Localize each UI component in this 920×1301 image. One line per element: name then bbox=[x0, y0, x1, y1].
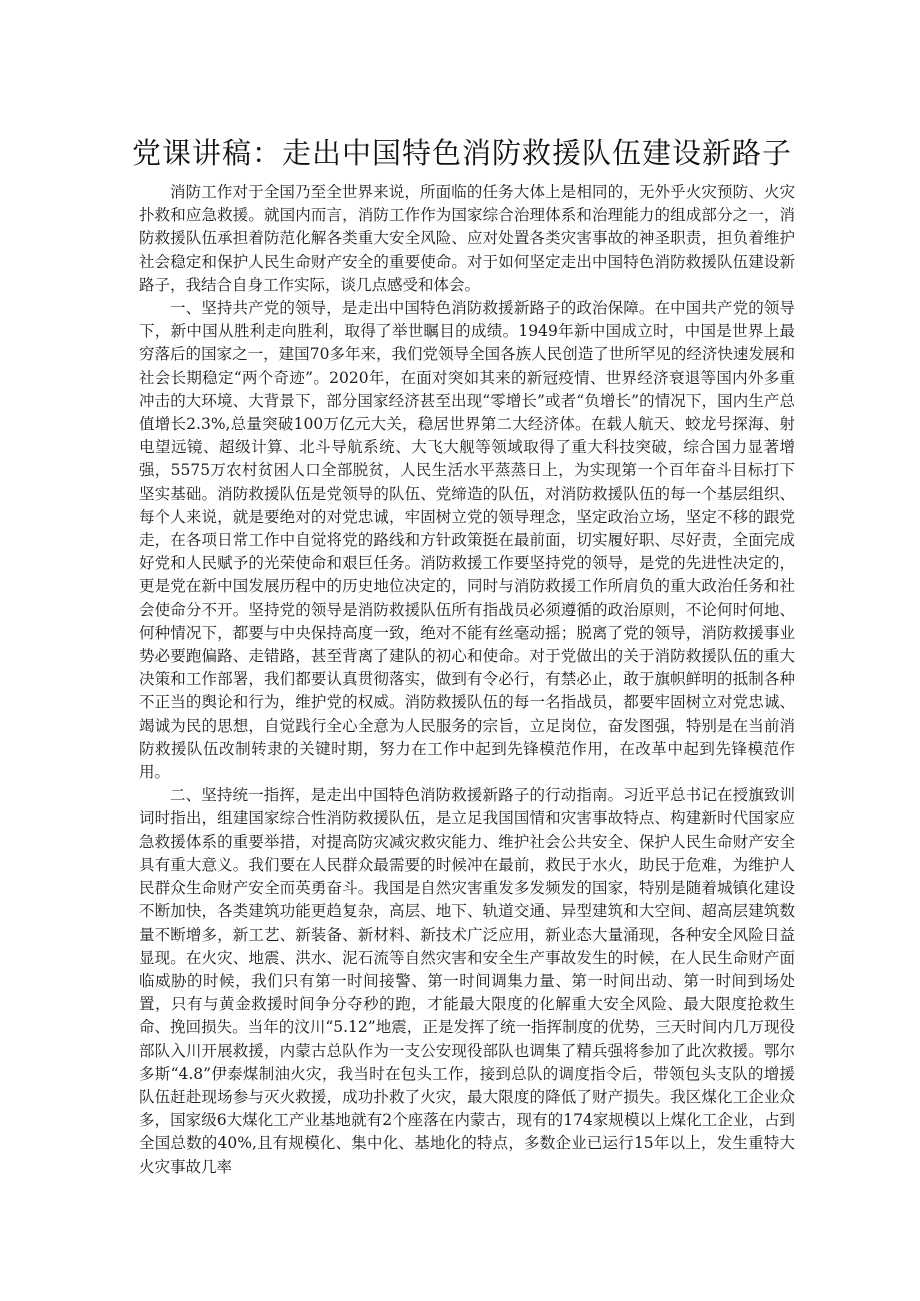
paragraph-section-two: 二、坚持统一指挥，是走出中国特色消防救援新路子的行动指南。习近平总书记在授旗致训词时指出，组建国家综合性消防救援队伍，是立足我国国情和灾害事故特点、构建新时代国家应急救援体系的重要举措，对提高防灾减灾救灾能力、维护社会公共安全、保护人民生命财产安全具有重大意义。我们要在人民群众最需要的时候冲在最前，救民于水火，助民于危难，为维护人民群众生命财产安全而英勇奋斗。我国是自然灾害重发多发频发的国家，特别是随着城镇化建设不断加快，各类建筑功能更趋复杂，高层、地下、轨道交通、异型建筑和大空间、超高层建筑数量不断增多，新工艺、新装备、新材料、新技术广泛应用，新业态大量涌现，各种安全风险日益显现。在火灾、地震、洪水、泥石流等自然灾害和安全生产事故发生的时候，在人民生命财产面临威胁的时候，我们只有第一时间接警、第一时间调集力量、第一时间出动、第一时间到场处置，只有与黄金救援时间争分夺秒的跑，才能最大限度的化解重大安全风险、最大限度抢救生命、挽回损失。当年的汶川“5.12”地震，正是发挥了统一指挥制度的优势，三天时间内几万现役部队入川开展救援，内蒙古总队作为一支公安现役部队也调集了精兵强将参加了此次救援。鄂尔多斯“4.8”伊泰煤制油火灾，我当时在包头工作，接到总队的调度指令后，带领包头支队的增援队伍赶赴现场参与灭火救援，成功扑救了火灾，最大限度的降低了财产损失。我区煤化工企业众多，国家级6大煤化工产业基地就有2个座落在内蒙古，现有的174家规模以上煤化工企业，占到全国总数的40%,且有规模化、集中化、基地化的特点，多数企业已运行15年以上，发生重特大火灾事故几率 bbox=[139, 786, 795, 1176]
document-body bbox=[139, 181, 795, 1179]
paragraph-section-one: 一、坚持共产党的领导，是走出中国特色消防救援新路子的政治保障。在中国共产党的领导下，新中国从胜利走向胜利，取得了举世瞩目的成绩。1949年新中国成立时，中国是世界上最穷落后的国家之一，建国70多年来，我们党领导全国各族人民创造了世所罕见的经济快速发展和社会长期稳定“两个奇迹”。2020年，在面对突如其来的新冠疫情、世界经济衰退等国内外多重冲击的大环境、大背景下，部分国家经济甚至出现“零增长”或者“负增长”的情况下，国内生产总值增长2.3%,总量突破100万亿元大关，稳居世界第二大经济体。在载人航天、蛟龙号探海、射电望远镜、超级计算、北斗导航系统、大飞大舰等领域取得了重大科技突破，综合国力显著增强，5575万农村贫困人口全部脱贫，人民生活水平蒸蒸日上，为实现第一个百年奋斗目标打下坚实基础。消防救援队伍是党领导的队伍、党缔造的队伍，对消防救援队伍的每一个基层组织、每个人来说，就是要绝对的对党忠诚，牢固树立党的领导理念，坚定政治立场，坚定不移的跟党走，在各项日常工作中自觉将党的路线和方针政策挺在最前面，切实履好职、尽好责，全面完成好党和人民赋予的光荣使命和艰巨任务。消防救援工作要坚持党的领导，是党的先进性决定的，更是党在新中国发展历程中的历史地位决定的，同时与消防救援工作所肩负的重大政治任务和社会使命分不开。坚持党的领导是消防救援队伍所有指战员必须遵循的政治原则，不论何时何地、何种情况下，都要与中央保持高度一致，绝对不能有丝毫动摇；脱离了党的领导，消防救援事业势必要跑偏路、走错路，甚至背离了建队的初心和使命。对于党做出的关于消防救援队伍的重大决策和工作部署，我们都要认真贯彻落实，做到有令必行，有禁必止，敢于旗帜鲜明的抵制各种不正当的舆论和行为，维护党的权威。消防救援队伍的每一名指战员，都要牢固树立对党忠诚、竭诚为民的思想，自觉践行全心全意为人民服务的宗旨，立足岗位，奋发图强，特别是在当前消防救援队伍改制转隶的关键时期，努力在工作中起到先锋模范作用，在改革中起到先锋模范作用。 bbox=[139, 299, 795, 782]
paragraph-intro: 消防工作对于全国乃至全世界来说，所面临的任务大体上是相同的，无外乎火灾预防、火灾扑救和应急救援。就国内而言，消防工作作为国家综合治理体系和治理能力的组成部分之一，消防救援队伍承担着防范化解各类重大安全风险、应对处置各类灾害事故的神圣职责，担负着维护社会稳定和保护人民生命财产安全的重要使命。对于如何坚定走出中国特色消防救援队伍建设新路子，我结合自身工作实际，谈几点感受和体会。 bbox=[139, 183, 795, 294]
document-title: 党课讲稿：走出中国特色消防救援队伍建设新路子 bbox=[132, 136, 793, 170]
